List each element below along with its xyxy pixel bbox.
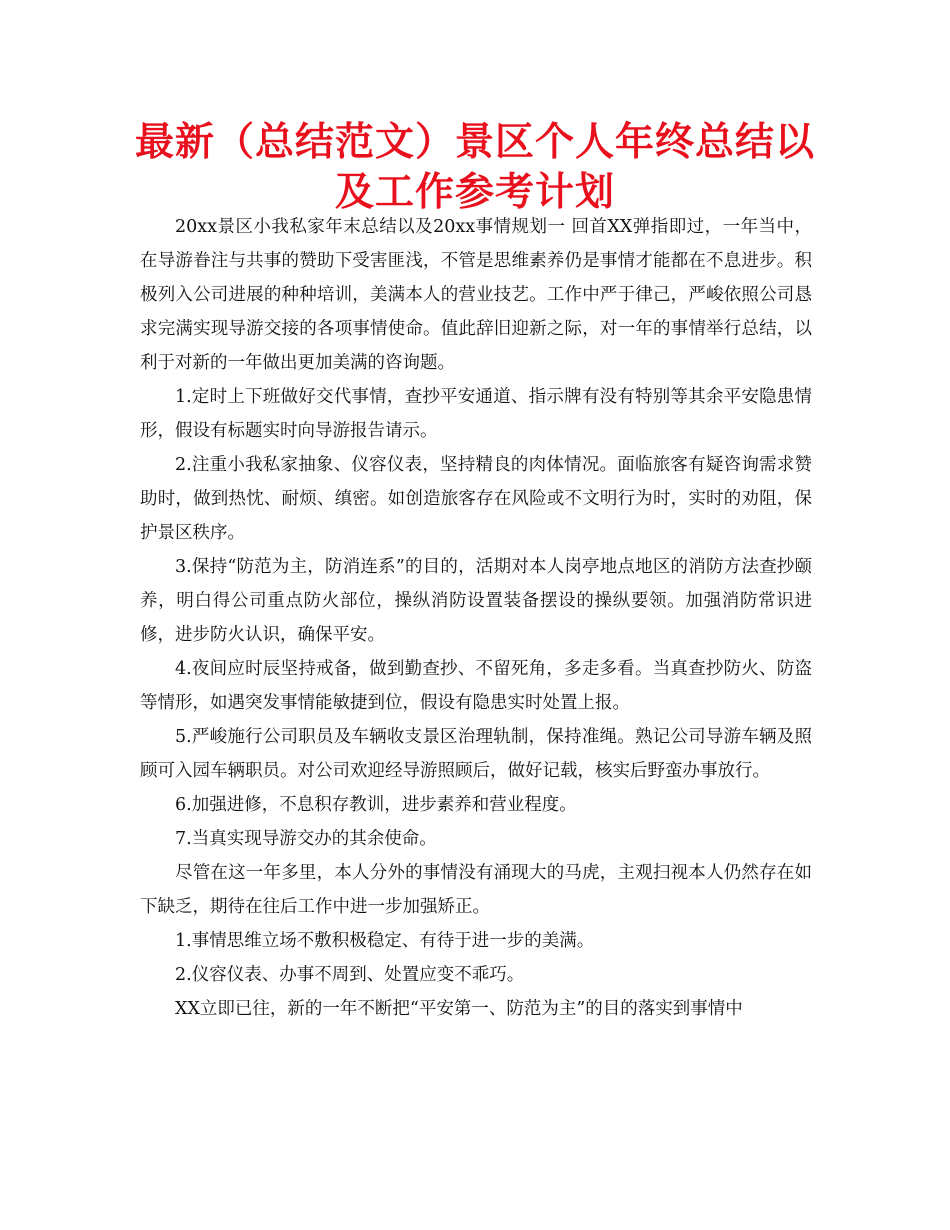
paragraph-item-6: 6.加强进修，不息积存教训，进步素养和营业程度。 bbox=[175, 795, 577, 815]
paragraph-item-3: 3.保持“防范为主，防消连系”的目的，活期对本人岗亭地点地区的消防方法查抄颐养，明白得公司重点防火部位，操纵消防设置装备摆设的操纵要领。加强消防常识进修，进步防火认识，确保平安。 bbox=[140, 557, 812, 645]
paragraph-item-4: 4.夜间应时辰坚持戒备，做到勤查抄、不留死角，多走多看。当真查抄防火、防盗等情形，如遇突发事情能敏捷到位，假设有隐患实时处置上报。 bbox=[140, 659, 812, 713]
paragraph-closing: XX立即已往，新的一年不断把“平安第一、防范为主”的目的落实到事情中 bbox=[175, 999, 743, 1019]
paragraph-item-5: 5.严峻施行公司职员及车辆收支景区治理轨制，保持准绳。熟记公司导游车辆及照顾可入园车辆职员。对公司欢迎经导游照顾后，做好记载，核实后野蛮办事放行。 bbox=[140, 727, 812, 781]
document-body bbox=[140, 210, 812, 1026]
paragraph-shortcoming-2: 2.仪容仪表、办事不周到、处置应变不乖巧。 bbox=[175, 965, 525, 985]
paragraph-item-1: 1.定时上下班做好交代事情，查抄平安通道、指示牌有没有特别等其余平安隐患情形，假设有标题实时向导游报告请示。 bbox=[140, 387, 812, 441]
paragraph-intro: 20xx景区小我私家年末总结以及20xx事情规划一 回首XX弹指即过，一年当中，在导游眷注与共事的赞助下受害匪浅，不管是思维素养仍是事情才能都在不息进步。积极列入公司进展的种种培训，美满本人的营业技艺。工作中严于律己，严峻依照公司恳求完满实现导游交接的各项事情使命。值此辞旧迎新之际，对一年的事情举行总结，以利于对新的一年做出更加美满的咨询题。 bbox=[140, 217, 812, 373]
paragraph-shortcoming-1: 1.事情思维立场不敷积极稳定、有待于进一步的美满。 bbox=[175, 931, 595, 951]
document-title: 最新（总结范文）景区个人年终总结以及工作参考计划 bbox=[134, 120, 815, 215]
paragraph-item-2: 2.注重小我私家抽象、仪容仪表，坚持精良的肉体情况。面临旅客有疑咨询需求赞助时，做到热忱、耐烦、缜密。如创造旅客存在风险或不文明行为时，实时的劝阻，保护景区秩序。 bbox=[140, 455, 812, 543]
paragraph-shortcomings: 尽管在这一年多里，本人分外的事情没有涌现大的马虎，主观扫视本人仍然存在如下缺乏，期待在往后工作中进一步加强矫正。 bbox=[140, 863, 812, 917]
paragraph-item-7: 7.当真实现导游交办的其余使命。 bbox=[175, 829, 437, 849]
